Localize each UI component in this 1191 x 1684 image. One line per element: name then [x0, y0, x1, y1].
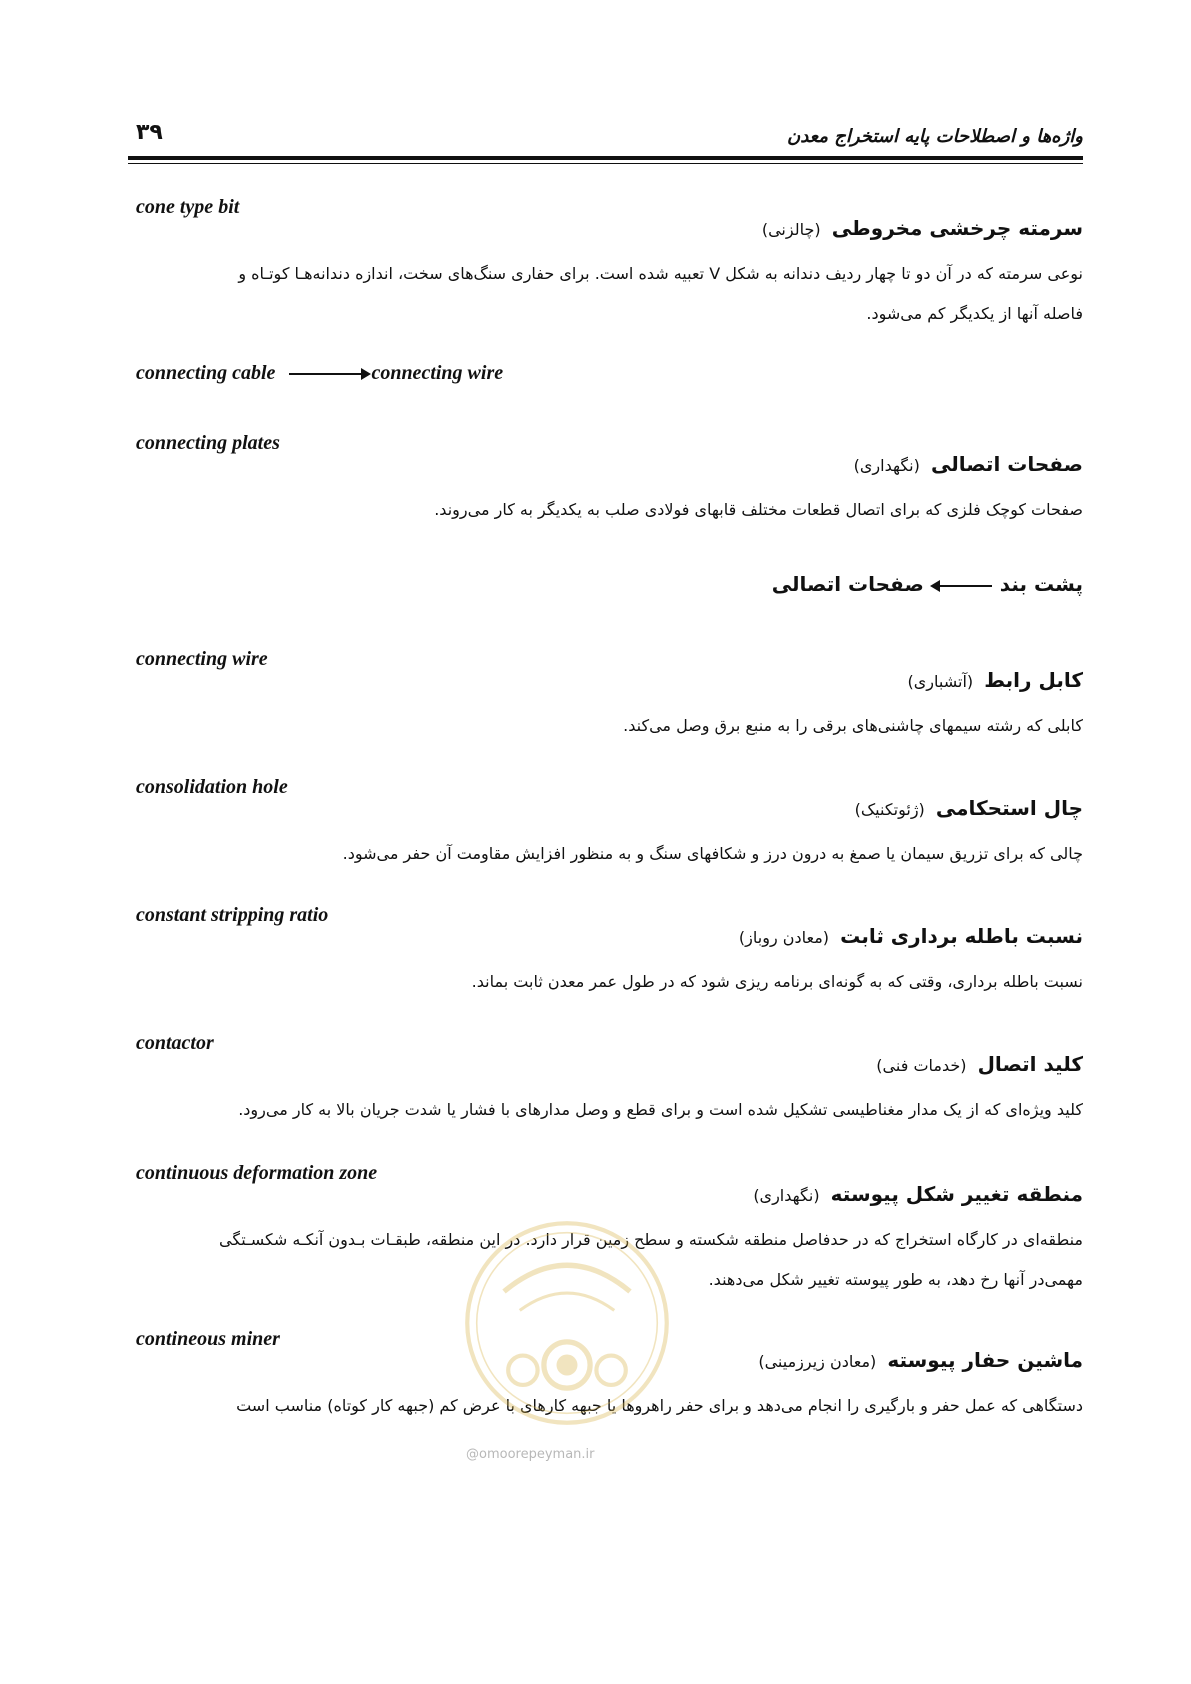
definition-line: نسبت باطله برداری، وقتی که به گونه‌ای برنامه ریزی شود که در طول عمر معدن ثابت بماند.: [471, 972, 1083, 991]
persian-heading: [855, 796, 1083, 820]
definition-line: دستگاهی که عمل حفر و بارگیری را انجام می‌دهد و برای حفر راهروها یا جبهه کارهای با عرض کم (جبهه کار کوتاه) مناسب است: [236, 1396, 1083, 1415]
persian-cross-reference: [772, 572, 1083, 596]
persian-term: کابل رابط: [984, 668, 1083, 692]
page-number: ۳۹: [136, 120, 163, 145]
definition-line: منطقه‌ای در کارگاه استخراج که در حدفاصل منطقه شکسته و سطح زمین قرار دارد. در این منطقه، طبقـات بـدون آنکـه شکسـتگی: [219, 1230, 1083, 1249]
definition: [128, 490, 1083, 530]
xref-source-term: پشت بند: [999, 572, 1083, 596]
domain-label: (معادن زیرزمینی): [758, 1352, 877, 1371]
english-term: contineous miner: [136, 1328, 280, 1350]
definition: [128, 254, 1083, 334]
running-title: واژه‌ها و اصطلاحات پایه استخراج معدن: [787, 126, 1083, 147]
persian-term: صفحات اتصالی: [930, 452, 1083, 476]
english-term: consolidation hole: [136, 776, 288, 798]
english-term: connecting plates: [136, 432, 280, 454]
definition-line: فاصله آنها از یکدیگر کم می‌شود.: [866, 304, 1083, 323]
persian-term: کلید اتصال: [977, 1052, 1083, 1076]
xref-source-term: connecting cable: [136, 362, 276, 384]
persian-heading: [739, 924, 1083, 948]
domain-label: (معادن روباز): [738, 928, 830, 947]
persian-term: منطقه تغییر شکل پیوسته: [830, 1182, 1083, 1206]
page-header: [128, 112, 1083, 172]
persian-term: ماشین حفار پیوسته: [887, 1348, 1083, 1372]
definition-line: مهمی‌در آنها رخ دهد، به طور پیوسته تغییر شکل می‌دهند.: [708, 1270, 1083, 1289]
definition-line: چالی که برای تزریق سیمان یا صمغ به درون درز و شکافهای سنگ و به منظور افزایش مقاومت آن حفر می‌شود.: [342, 844, 1083, 863]
watermark-seal-icon: [462, 1218, 672, 1428]
header-rule-thin: [128, 163, 1083, 164]
definition-line: کلید ویژه‌ای که از یک مدار مغناطیسی تشکیل شده است و برای قطع و وصل مدارهای با فشار یا شدت جریان بالا به کار می‌رود.: [238, 1100, 1083, 1119]
english-term: cone type bit: [136, 196, 240, 218]
arrow-right-icon: [289, 373, 369, 375]
persian-heading: [762, 216, 1083, 240]
xref-target-term: connecting wire: [371, 362, 504, 384]
english-cross-reference: [136, 362, 503, 385]
persian-heading: [908, 668, 1083, 692]
definition: [128, 1090, 1083, 1130]
domain-label: (ژئوتکنیک): [854, 800, 925, 819]
english-term: contactor: [136, 1032, 214, 1054]
domain-label: (نگهداری): [753, 1186, 820, 1205]
persian-term: نسبت باطله برداری ثابت: [840, 924, 1083, 948]
persian-heading: [854, 452, 1083, 476]
domain-label: (نگهداری): [853, 456, 920, 475]
definition: [128, 834, 1083, 874]
definition: [128, 962, 1083, 1002]
definition-line: نوعی سرمته که در آن دو تا چهار ردیف دندانه به شکل V تعبیه شده است. برای حفاری سنگ‌های سخت، اندازه دندانه‌هـا کوتـاه و: [238, 264, 1083, 283]
definition: [128, 706, 1083, 746]
english-term: connecting wire: [136, 648, 268, 670]
persian-term: چال استحکامی: [935, 796, 1083, 820]
domain-label: (آتشباری): [907, 672, 974, 691]
header-rule-thick: [128, 156, 1083, 160]
persian-heading: [758, 1348, 1083, 1372]
persian-heading: [876, 1052, 1083, 1076]
domain-label: (خدمات فنی): [876, 1056, 967, 1075]
persian-heading: [753, 1182, 1083, 1206]
watermark-url: @omoorepeyman.ir: [466, 1447, 595, 1462]
xref-target-term: صفحات اتصالی: [771, 572, 924, 596]
english-term: constant stripping ratio: [136, 904, 329, 926]
arrow-left-icon: [932, 585, 992, 587]
english-term: continuous deformation zone: [136, 1162, 378, 1184]
persian-term: سرمته چرخشی مخروطی: [831, 216, 1083, 240]
domain-label: (چالزنی): [761, 220, 821, 239]
definition-line: کابلی که رشته سیمهای چاشنی‌های برقی را به منبع برق وصل می‌کند.: [623, 716, 1083, 735]
definition-line: صفحات کوچک فلزی که برای اتصال قطعات مختلف قابهای فولادی صلب به یکدیگر به کار می‌روند.: [434, 500, 1083, 519]
